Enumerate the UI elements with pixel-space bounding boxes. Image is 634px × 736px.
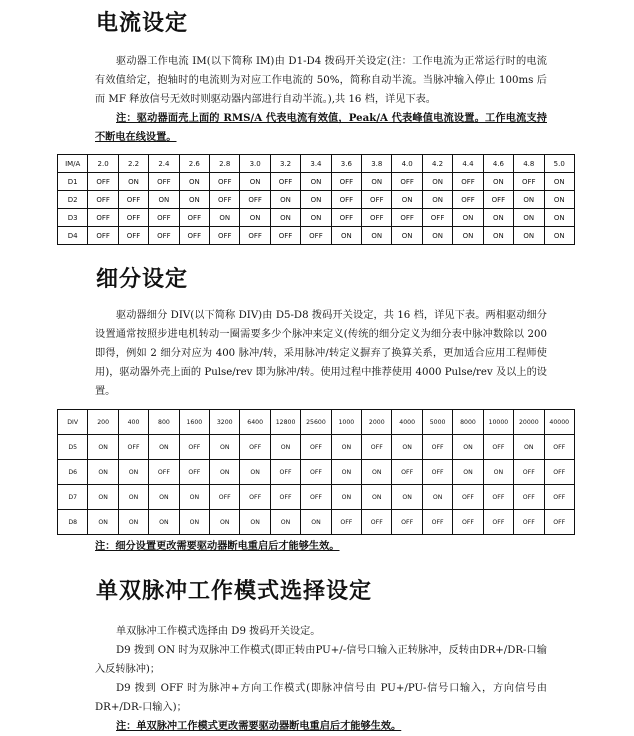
pulse-mode-note: 注：单双脉冲工作模式更改需要驱动器断电重启后才能够生效。 — [116, 720, 402, 732]
current-header-cell: 2.0 — [88, 155, 118, 173]
table-cell: D8 — [58, 510, 88, 535]
division-header-cell: 1000 — [331, 410, 361, 435]
table-cell: ON — [270, 435, 300, 460]
current-header-cell: IM/A — [58, 155, 88, 173]
table-cell: OFF — [422, 460, 452, 485]
table-cell: D2 — [58, 191, 88, 209]
division-header-cell: 5000 — [422, 410, 452, 435]
table-cell: ON — [453, 227, 483, 245]
division-header-cell: 2000 — [362, 410, 392, 435]
division-table — [57, 409, 575, 535]
table-cell: ON — [88, 485, 118, 510]
table-cell: ON — [483, 173, 513, 191]
current-header-cell: 4.4 — [453, 155, 483, 173]
division-header-cell: DIV — [58, 410, 88, 435]
table-cell: OFF — [453, 485, 483, 510]
pulse-mode-paragraph-3: D9 拨到 OFF 时为脉冲+方向工作模式(即脉冲信号由 PU+/PU-信号口输入，方向信号由DR+/DR-口输入)； — [95, 683, 547, 713]
table-cell: D5 — [58, 435, 88, 460]
division-header-cell: 25600 — [301, 410, 331, 435]
table-cell: ON — [270, 209, 300, 227]
division-header-cell: 8000 — [453, 410, 483, 435]
table-cell: ON — [362, 227, 392, 245]
table-cell: OFF — [514, 173, 544, 191]
table-cell: ON — [118, 485, 148, 510]
current-header-cell: 4.2 — [422, 155, 452, 173]
table-cell: ON — [240, 460, 270, 485]
table-cell: ON — [422, 227, 452, 245]
table-cell: OFF — [544, 510, 575, 535]
table-cell: OFF — [514, 510, 544, 535]
table-cell: ON — [301, 173, 331, 191]
table-cell: OFF — [210, 191, 240, 209]
table-cell: D6 — [58, 460, 88, 485]
table-cell: ON — [240, 209, 270, 227]
table-cell: OFF — [149, 227, 179, 245]
table-cell: OFF — [301, 227, 331, 245]
table-cell: OFF — [210, 173, 240, 191]
table-cell: ON — [331, 460, 361, 485]
current-header-cell: 4.8 — [514, 155, 544, 173]
table-cell: OFF — [270, 227, 300, 245]
table-cell: ON — [149, 191, 179, 209]
table-cell: ON — [453, 460, 483, 485]
table-cell: ON — [362, 173, 392, 191]
table-cell: OFF — [483, 435, 513, 460]
table-cell: OFF — [179, 460, 209, 485]
table-cell: ON — [210, 209, 240, 227]
table-cell: ON — [240, 173, 270, 191]
table-cell: ON — [453, 435, 483, 460]
table-cell: OFF — [514, 460, 544, 485]
table-cell: OFF — [544, 435, 575, 460]
division-header-row — [58, 410, 575, 435]
table-cell: ON — [514, 435, 544, 460]
table-cell: ON — [331, 435, 361, 460]
division-header-cell: 3200 — [210, 410, 240, 435]
table-cell: OFF — [392, 460, 422, 485]
division-header-cell: 6400 — [240, 410, 270, 435]
table-cell: OFF — [362, 191, 392, 209]
table-cell: ON — [118, 460, 148, 485]
current-header-cell: 3.8 — [362, 155, 392, 173]
division-header-cell: 200 — [88, 410, 118, 435]
table-cell: D7 — [58, 485, 88, 510]
division-header-cell: 12800 — [270, 410, 300, 435]
table-cell: OFF — [422, 209, 452, 227]
table-cell: ON — [483, 209, 513, 227]
table-cell: ON — [483, 460, 513, 485]
pulse-mode-paragraph-2: D9 拨到 ON 时为双脉冲工作模式(即正转由PU+/-信号口输入正转脉冲，反转由DR+/DR-口输入反转脉冲)； — [95, 645, 547, 675]
table-cell: OFF — [210, 227, 240, 245]
table-cell: OFF — [240, 435, 270, 460]
table-cell: OFF — [118, 435, 148, 460]
table-row — [58, 435, 575, 460]
table-cell: OFF — [422, 435, 452, 460]
table-cell: OFF — [392, 173, 422, 191]
table-cell: OFF — [331, 173, 361, 191]
table-row — [58, 510, 575, 535]
table-cell: ON — [240, 510, 270, 535]
table-cell: OFF — [179, 435, 209, 460]
table-cell: OFF — [544, 460, 575, 485]
table-row — [58, 173, 575, 191]
table-cell: OFF — [88, 173, 118, 191]
table-cell: D3 — [58, 209, 88, 227]
table-cell: OFF — [149, 173, 179, 191]
table-cell: OFF — [301, 485, 331, 510]
table-cell: OFF — [118, 227, 148, 245]
table-cell: ON — [453, 209, 483, 227]
table-cell: OFF — [240, 227, 270, 245]
current-header-cell: 3.6 — [331, 155, 361, 173]
current-header-cell: 3.0 — [240, 155, 270, 173]
table-cell: ON — [301, 510, 331, 535]
table-cell: ON — [210, 460, 240, 485]
table-cell: ON — [392, 485, 422, 510]
table-cell: OFF — [483, 485, 513, 510]
table-row — [58, 191, 575, 209]
section-title-pulse-mode: 单双脉冲工作模式选择设定 — [96, 579, 373, 604]
division-note: 注：细分设置更改需要驱动器断电重启后才能够生效。 — [95, 540, 340, 552]
table-cell: OFF — [301, 460, 331, 485]
table-cell: D4 — [58, 227, 88, 245]
table-cell: ON — [514, 191, 544, 209]
table-cell: ON — [88, 460, 118, 485]
table-cell: OFF — [240, 191, 270, 209]
division-description — [95, 306, 547, 401]
current-table — [57, 154, 575, 245]
table-cell: ON — [544, 173, 575, 191]
table-cell: OFF — [270, 460, 300, 485]
table-cell: ON — [118, 510, 148, 535]
table-cell: OFF — [149, 209, 179, 227]
current-note: 注：驱动器面壳上面的 RMS/A 代表电流有效值，Peak/A 代表峰值电流设置。工作电流支持不断电在线设置。 — [95, 112, 547, 143]
current-header-cell: 5.0 — [544, 155, 575, 173]
table-cell: OFF — [422, 510, 452, 535]
table-cell: ON — [362, 485, 392, 510]
table-cell: OFF — [118, 209, 148, 227]
table-cell: ON — [88, 510, 118, 535]
table-cell: ON — [331, 485, 361, 510]
table-cell: OFF — [179, 209, 209, 227]
table-cell: ON — [88, 435, 118, 460]
table-cell: OFF — [362, 510, 392, 535]
table-cell: OFF — [331, 209, 361, 227]
table-cell: ON — [422, 191, 452, 209]
section-title-current: 电流设定 — [96, 11, 189, 36]
table-row — [58, 227, 575, 245]
table-row — [58, 485, 575, 510]
table-cell: OFF — [88, 209, 118, 227]
division-header-cell: 400 — [118, 410, 148, 435]
table-cell: ON — [514, 209, 544, 227]
table-row — [58, 209, 575, 227]
table-cell: OFF — [544, 485, 575, 510]
table-cell: ON — [392, 435, 422, 460]
current-header-cell: 3.4 — [301, 155, 331, 173]
current-header-cell: 2.6 — [179, 155, 209, 173]
table-cell: ON — [422, 173, 452, 191]
table-cell: OFF — [179, 227, 209, 245]
table-cell: OFF — [149, 460, 179, 485]
table-cell: ON — [301, 191, 331, 209]
table-cell: OFF — [88, 191, 118, 209]
table-cell: ON — [270, 191, 300, 209]
table-cell: OFF — [483, 191, 513, 209]
table-cell: ON — [331, 227, 361, 245]
table-cell: ON — [514, 227, 544, 245]
pulse-mode-description — [95, 622, 547, 736]
table-cell: OFF — [453, 510, 483, 535]
division-header-cell: 40000 — [544, 410, 575, 435]
table-cell: ON — [301, 209, 331, 227]
table-cell: OFF — [453, 191, 483, 209]
division-header-cell: 4000 — [392, 410, 422, 435]
table-cell: OFF — [88, 227, 118, 245]
table-cell: OFF — [453, 173, 483, 191]
table-cell: OFF — [362, 435, 392, 460]
division-header-cell: 800 — [149, 410, 179, 435]
table-cell: ON — [210, 510, 240, 535]
table-cell: OFF — [483, 510, 513, 535]
section-title-division: 细分设定 — [96, 267, 189, 292]
table-cell: ON — [392, 191, 422, 209]
division-paragraph: 驱动器细分 DIV(以下简称 DIV)由 D5-D8 拨码开关设定，共 16 档，详见下表。两相驱动细分设置通常按照步进电机转动一圈需要多少个脉冲来定义(传统的细分定义为细分表中脉冲数除以 200 即得，例如 2 细分对应为 400 脉冲/转，采用脉冲/转定义摒弃了换算关系，更加适合应用工程师使用)，驱动器外壳上面的 Pulse/rev 即为脉冲/转。使用过程中推荐使用 4000 Pulse/rev 及以上的设置。 — [95, 310, 547, 397]
table-cell: ON — [392, 227, 422, 245]
table-cell: ON — [179, 173, 209, 191]
table-cell: OFF — [301, 435, 331, 460]
table-cell: ON — [544, 227, 575, 245]
table-cell: ON — [179, 485, 209, 510]
current-header-cell: 2.4 — [149, 155, 179, 173]
table-cell: ON — [118, 173, 148, 191]
table-cell: ON — [210, 435, 240, 460]
division-header-cell: 1600 — [179, 410, 209, 435]
current-header-row — [58, 155, 575, 173]
current-header-cell: 4.0 — [392, 155, 422, 173]
current-header-cell: 4.6 — [483, 155, 513, 173]
table-cell: ON — [362, 460, 392, 485]
table-cell: ON — [149, 485, 179, 510]
table-cell: ON — [149, 435, 179, 460]
table-row — [58, 460, 575, 485]
table-cell: ON — [544, 191, 575, 209]
current-header-cell: 2.8 — [210, 155, 240, 173]
table-cell: ON — [544, 209, 575, 227]
current-paragraph: 驱动器工作电流 IM(以下简称 IM)由 D1-D4 拨码开关设定(注：工作电流为正常运行时的电流有效值给定，抱轴时的电流则为对应工作电流的 50%，简称自动半流。当脉冲输入停止 100ms 后而 MF 释放信号无效时则驱动器内部进行自动半流。),共 16 档，详见下表。 — [95, 56, 547, 105]
table-cell: ON — [179, 510, 209, 535]
table-cell: D1 — [58, 173, 88, 191]
table-cell: OFF — [392, 510, 422, 535]
division-header-cell: 20000 — [514, 410, 544, 435]
table-cell: OFF — [270, 173, 300, 191]
table-cell: OFF — [331, 510, 361, 535]
pulse-mode-paragraph-1: 单双脉冲工作模式选择由 D9 拨码开关设定。 — [116, 626, 321, 637]
current-header-cell: 2.2 — [118, 155, 148, 173]
current-header-cell: 3.2 — [270, 155, 300, 173]
table-cell: OFF — [210, 485, 240, 510]
division-header-cell: 10000 — [483, 410, 513, 435]
current-description — [95, 52, 547, 147]
table-cell: ON — [270, 510, 300, 535]
table-cell: OFF — [240, 485, 270, 510]
table-cell: OFF — [514, 485, 544, 510]
table-cell: ON — [422, 485, 452, 510]
table-cell: OFF — [331, 191, 361, 209]
table-cell: ON — [483, 227, 513, 245]
table-cell: ON — [179, 191, 209, 209]
table-cell: OFF — [362, 209, 392, 227]
table-cell: OFF — [270, 485, 300, 510]
table-cell: OFF — [392, 209, 422, 227]
table-cell: OFF — [118, 191, 148, 209]
table-cell: ON — [149, 510, 179, 535]
